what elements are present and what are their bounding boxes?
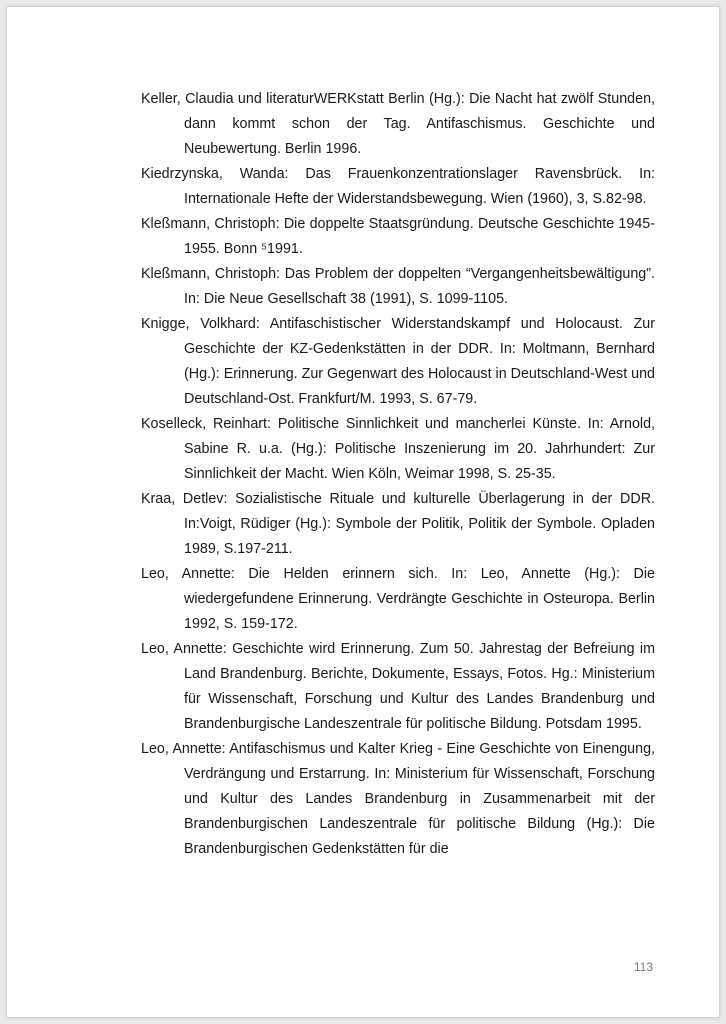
document-page [6,6,720,1018]
bibliography-list [141,87,655,862]
bibliography-entry: Kleßmann, Christoph: Die doppelte Staatsgründung. Deutsche Geschichte 1945-1955. Bonn ⁵1991. [141,216,655,257]
bibliography-entry: Leo, Annette: Geschichte wird Erinnerung. Zum 50. Jahrestag der Befreiung im Land Brandenburg. Berichte, Dokumente, Essays, Fotos. Hg.: Ministerium für Wissenschaft, Forschung und Kultur des Landes Brandenburg und Brandenburgische Landeszentrale für politische Bildung. Potsdam 1995. [141,641,655,732]
bibliography-entry: Keller, Claudia und literaturWERKstatt Berlin (Hg.): Die Nacht hat zwölf Stunden, dann kommt schon der Tag. Antifaschismus. Geschichte und Neubewertung. Berlin 1996. [141,91,655,157]
page-number: 113 [633,960,653,974]
bibliography-entry: Kraa, Detlev: Sozialistische Rituale und kulturelle Überlagerung in der DDR. In:Voigt, Rüdiger (Hg.): Symbole der Politik, Politik der Symbole. Opladen 1989, S.197-211. [141,491,655,557]
bibliography-entry: Leo, Annette: Antifaschismus und Kalter Krieg - Eine Geschichte von Einengung, Verdrängung und Erstarrung. In: Ministerium für Wissenschaft, Forschung und Kultur des Landes Brandenburg in Zusammenarbeit mit der Brandenburgischen Landeszentrale für politische Bildung (Hg.): Die Brandenburgischen Gedenkstätten für die [141,741,655,857]
bibliography-entry: Knigge, Volkhard: Antifaschistischer Widerstandskampf und Holocaust. Zur Geschichte der KZ-Gedenkstätten in der DDR. In: Moltmann, Bernhard (Hg.): Erinnerung. Zur Gegenwart des Holocaust in Deutschland-West und Deutschland-Ost. Frankfurt/M. 1993, S. 67-79. [141,316,655,407]
bibliography-entry: Kiedrzynska, Wanda: Das Frauenkonzentrationslager Ravensbrück. In: Internationale Hefte der Widerstandsbewegung. Wien (1960), 3, S.82-98. [141,166,655,207]
bibliography-entry: Koselleck, Reinhart: Politische Sinnlichkeit und mancherlei Künste. In: Arnold, Sabine R. u.a. (Hg.): Politische Inszenierung im 20. Jahrhundert: Zur Sinnlichkeit der Macht. Wien Köln, Weimar 1998, S. 25-35. [141,416,655,482]
bibliography-entry: Leo, Annette: Die Helden erinnern sich. In: Leo, Annette (Hg.): Die wiedergefundene Erinnerung. Verdrängte Geschichte in Osteuropa. Berlin 1992, S. 159-172. [141,566,655,632]
bibliography-entry: Kleßmann, Christoph: Das Problem der doppelten “Vergangenheitsbewältigung”. In: Die Neue Gesellschaft 38 (1991), S. 1099-1105. [141,266,655,307]
